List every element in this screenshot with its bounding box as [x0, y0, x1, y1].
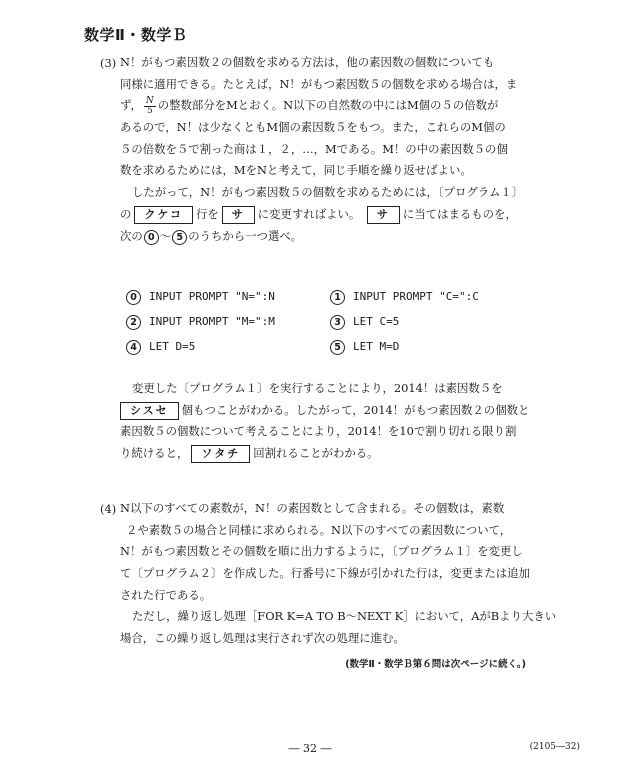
text-fragment: 〜 [159, 228, 172, 243]
problem-3-text [120, 52, 523, 247]
choice-text: LET M=D [353, 340, 400, 353]
answer-box-shisuse: シスセ [120, 402, 179, 420]
text-line: 数を求めるためには，MをNと考えて，同じ手順を繰り返せばよい。 [120, 163, 472, 178]
choice-0 [126, 290, 275, 305]
text-fragment: 次の [120, 228, 143, 243]
text-fragment: 行を [195, 206, 219, 221]
text-line: 場合，この繰り返し処理は実行されず次の処理に進む。 [120, 631, 405, 646]
problem-number-3: (3) [100, 56, 117, 70]
answer-box-sotachi: ソタチ [191, 445, 250, 463]
text-fragment: のうちから一つ選べ。 [188, 228, 303, 243]
text-fragment: の整数部分をMとおく。N以下の自然数の中にはM個の５の倍数が [157, 98, 499, 113]
answer-box-kukeko: クケコ [134, 206, 193, 224]
text-line: N！がもつ素因数２の個数を求める方法は，他の素因数の個数についても [120, 55, 495, 69]
continued-note: (数学Ⅱ・数学Ｂ第６問は次ページに続く。) [345, 659, 526, 670]
choice-3 [330, 315, 399, 330]
text-fragment: り続けると， [120, 446, 189, 461]
answer-box-sa: サ [367, 206, 400, 224]
text-fragment: 回割れることがわかる。 [253, 446, 379, 461]
choice-mark: 5 [330, 340, 345, 355]
text-line: したがって，N！がもつ素因数５の個数を求めるためには，〔プログラム１〕 [132, 185, 524, 200]
choice-text: LET D=5 [149, 340, 196, 353]
choice-mark: 4 [126, 340, 141, 355]
choice-2 [126, 315, 275, 330]
text-line: ５の倍数を５で割った商は１，２，…，Mである。M！の中の素因数５の個 [120, 141, 508, 156]
text-line: N以下のすべての素数が，N！の素因数として含まれる。その個数は，素数 [120, 501, 505, 515]
text-fragment: 個もつことがわかる。したがって，2014！がもつ素因数２の個数と [181, 402, 530, 417]
text-line: て〔プログラム２〕を作成した。行番号に下線が引かれた行は，変更または追加 [120, 566, 530, 581]
choice-mark: 2 [126, 315, 141, 330]
choice-mark: 1 [330, 290, 345, 305]
text-line: 変更した〔プログラム１〕を実行することにより，2014！は素因数５を [132, 381, 503, 395]
text-fragment: の [120, 206, 132, 221]
text-line [120, 443, 529, 465]
fraction-numerator: N [145, 95, 154, 106]
choice-4 [126, 340, 195, 355]
page-code: (2105―32) [529, 742, 580, 752]
text-line [120, 400, 529, 422]
text-line: 素因数５の個数について考えることにより，2014！を10で割り切れる限り割 [120, 424, 517, 439]
fraction-n-over-5 [144, 97, 156, 116]
text-fragment: に当てはまるものを， [402, 206, 517, 221]
answer-box-sa: サ [222, 206, 255, 224]
text-line [120, 226, 523, 248]
choice-text: INPUT PROMPT "N=":N [149, 290, 275, 303]
choice-text: INPUT PROMPT "M=":M [149, 315, 275, 328]
text-line: 同様に適用できる。たとえば，N！がもつ素因数５の個数を求める場合は，ま [120, 76, 518, 91]
fraction-denominator: 5 [146, 105, 153, 116]
choice-text: LET C=5 [353, 315, 400, 328]
text-line: ただし，繰り返し処理［FOR K=A TO B〜NEXT K］において，AがBより大きい [132, 609, 557, 624]
choice-mark: 0 [126, 290, 141, 305]
problem-4-text [120, 498, 556, 650]
text-line: N！がもつ素因数とその個数を順に出力するように，〔プログラム１〕を変更し [120, 544, 523, 559]
problem-number-4: (4) [100, 502, 117, 516]
problem-3-followup [120, 378, 529, 465]
choice-mark-5: 5 [172, 230, 187, 245]
choice-mark: 3 [330, 315, 345, 330]
choice-5 [330, 340, 399, 355]
text-line: された行である。 [120, 587, 212, 602]
page-number: ― 32 ― [288, 742, 332, 755]
choice-1 [330, 290, 479, 305]
text-line [120, 95, 523, 117]
text-fragment: に変更すればよい。 [257, 206, 361, 221]
section-header: 数学Ⅱ・数学Ｂ [84, 26, 188, 44]
text-line: ２や素数５の場合と同様に求められる。N以下のすべての素因数について， [126, 522, 512, 537]
choice-mark-0: 0 [144, 230, 159, 245]
text-line: あるので，N！は少なくともM個の素因数５をもつ。また，これらのM個の [120, 120, 506, 135]
choice-text: INPUT PROMPT "C=":C [353, 290, 479, 303]
text-line [120, 204, 523, 226]
text-fragment: ず， [120, 98, 142, 113]
